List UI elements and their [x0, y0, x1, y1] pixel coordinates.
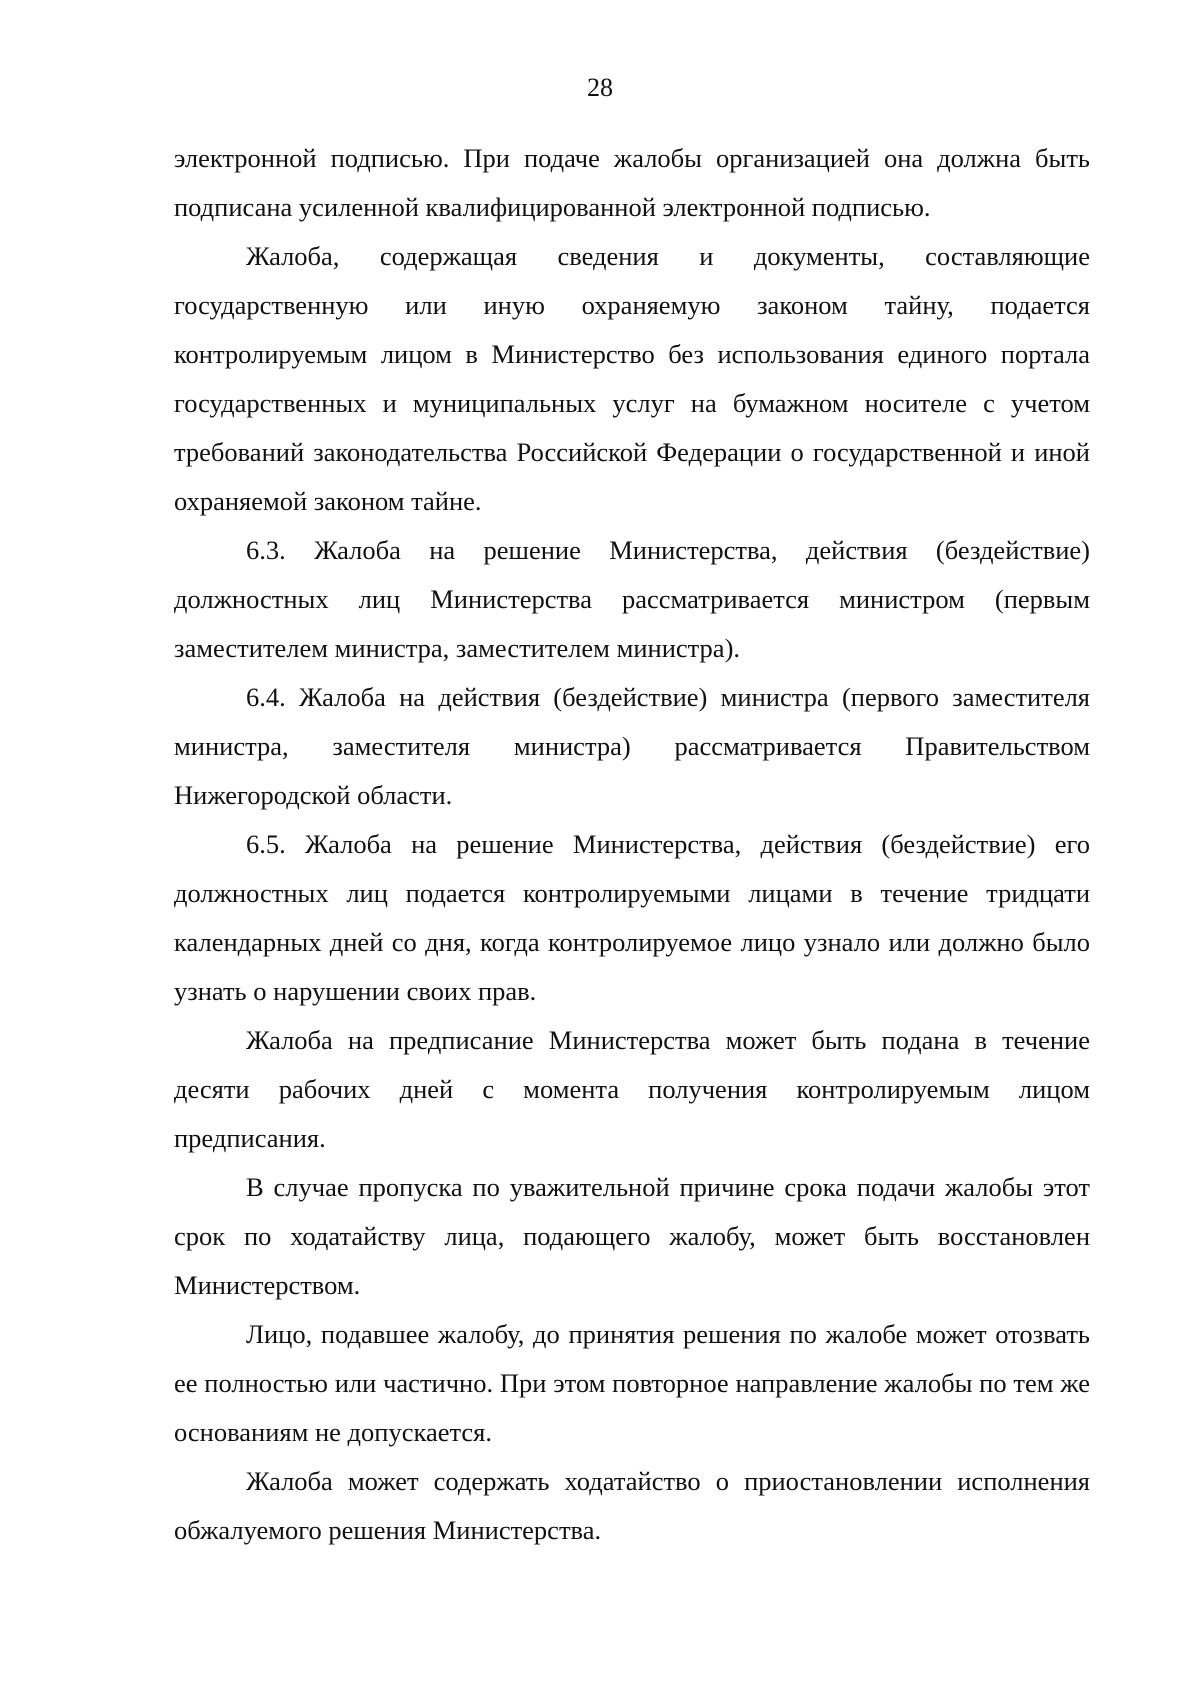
paragraph-6-5: 6.5. Жалоба на решение Министерства, действия (бездействие) его должностных лиц подается контролируемыми лицами в течение тридцати календарных дней со дня, когда контролируемое лицо узнало или должно было узнать о нарушении своих прав.	[174, 829, 1090, 1006]
page-number: 28	[587, 73, 613, 102]
document-body	[174, 134, 1090, 1555]
paragraph-continuation: электронной подписью. При подаче жалобы организацией она должна быть подписана усиленной квалифицированной электронной подписью.	[174, 143, 1090, 222]
paragraph-6-4: 6.4. Жалоба на действия (бездействие) министра (первого заместителя министра, заместителя министра) рассматривается Правительством Нижегородской области.	[174, 682, 1090, 810]
paragraph-secret-complaint: Жалоба, содержащая сведения и документы, составляющие государственную или иную охраняемую законом тайну, подается контролируемым лицом в Министерство без использования единого портала государственных и муниципальных услуг на бумажном носителе с учетом требований законодательства Российской Федерации о государственной и иной охраняемой законом тайне.	[174, 241, 1090, 516]
paragraph-complaint-withdrawal: Лицо, подавшее жалобу, до принятия решения по жалобе может отозвать ее полностью или частично. При этом повторное направление жалобы по тем же основаниям не допускается.	[174, 1319, 1090, 1447]
paragraph-deadline-restoration: В случае пропуска по уважительной причине срока подачи жалобы этот срок по ходатайству лица, подающего жалобу, может быть восстановлен Министерством.	[174, 1172, 1090, 1300]
paragraph-prescription-complaint: Жалоба на предписание Министерства может быть подана в течение десяти рабочих дней с момента получения контролируемым лицом предписания.	[174, 1025, 1090, 1153]
paragraph-6-3: 6.3. Жалоба на решение Министерства, действия (бездействие) должностных лиц Министерства рассматривается министром (первым заместителем министра, заместителем министра).	[174, 535, 1090, 663]
paragraph-suspension-request: Жалоба может содержать ходатайство о приостановлении исполнения обжалуемого решения Министерства.	[174, 1466, 1090, 1545]
